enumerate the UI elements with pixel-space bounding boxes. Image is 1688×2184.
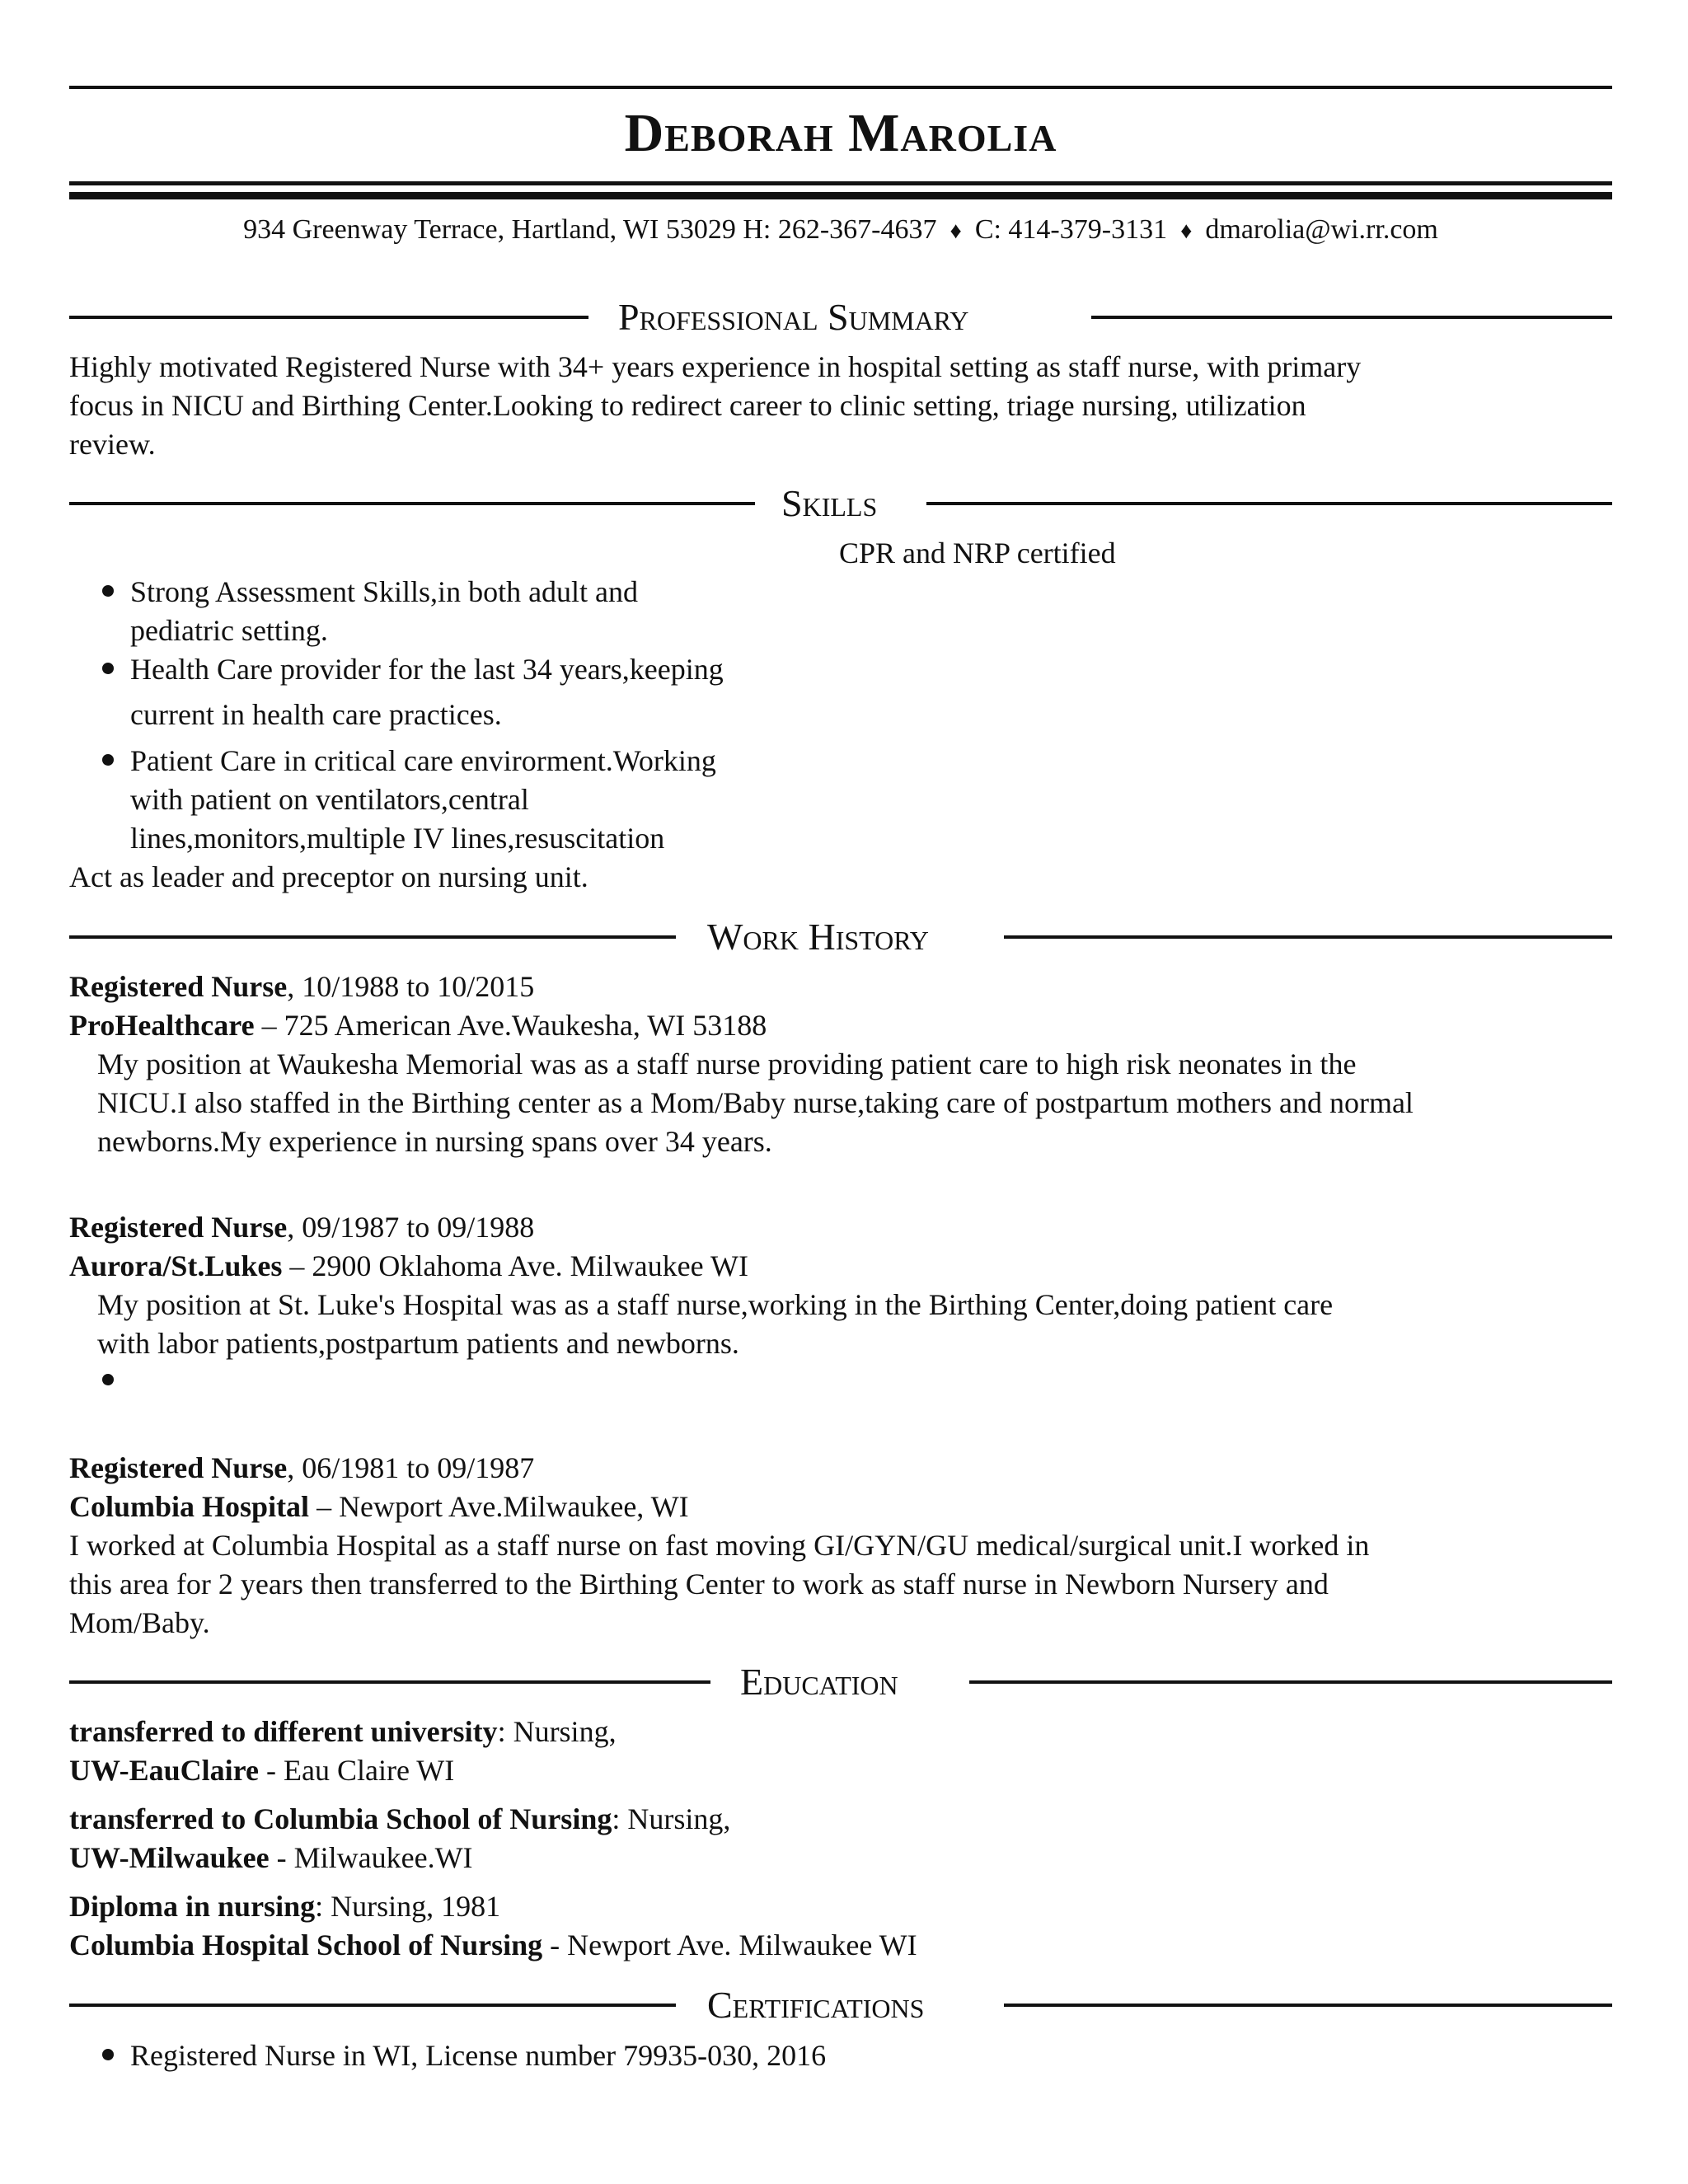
section-title: Work History (707, 916, 929, 958)
job-dates: , 06/1981 to 09/1987 (287, 1451, 535, 1484)
skill-certification: CPR and NRP certified (839, 537, 1116, 569)
education-place: - Newport Ave. Milwaukee WI (542, 1929, 917, 1961)
skill-item: Patient Care in critical care envirorment.Working (130, 744, 716, 777)
job-title-line (69, 968, 534, 1006)
job-employer-line (69, 1488, 689, 1526)
section-title: Skills (781, 482, 878, 524)
education-place: - Eau Claire WI (259, 1754, 455, 1787)
section-rule-right (1004, 2004, 1612, 2007)
job-employer-line (69, 1247, 748, 1286)
education-school-line (69, 1839, 473, 1877)
section-rule-left (69, 2004, 676, 2007)
job-employer-line (69, 1006, 767, 1045)
section-rule-left (69, 1680, 710, 1684)
job-role: Registered Nurse (69, 1211, 288, 1244)
bullet-icon (102, 2049, 114, 2060)
job-title-line (69, 1449, 534, 1488)
job-description-line: I worked at Columbia Hospital as a staff nurse on fast moving GI/GYN/GU medical/surgical unit.I worked in (69, 1529, 1370, 1562)
candidate-name: Deborah Marolia (624, 103, 1057, 163)
contact-email[interactable]: dmarolia@wi.rr.com (1205, 214, 1438, 245)
section-title: Certifications (707, 1984, 925, 2026)
job-title-line (69, 1208, 534, 1247)
section-header-education (69, 1661, 1612, 1703)
contact-line (69, 213, 1612, 249)
skill-item-cont: lines,monitors,multiple IV lines,resuscitation (130, 822, 665, 855)
education-field: : Nursing, (497, 1715, 617, 1748)
education-degree-line (69, 1800, 730, 1839)
section-rule-left (69, 935, 676, 939)
bullet-icon (102, 1374, 114, 1385)
skill-item-cont: pediatric setting. (130, 614, 328, 647)
header-top-rule (69, 86, 1612, 89)
job-dates: , 10/1988 to 10/2015 (287, 970, 535, 1003)
section-rule-right (1091, 316, 1612, 319)
job-description-line: this area for 2 years then transferred to the Birthing Center to work as staff nurse in Newborn Nursery and (69, 1568, 1329, 1601)
skill-item: Strong Assessment Skills,in both adult and (130, 575, 639, 608)
diamond-separator-icon: ♦ (950, 218, 962, 244)
job-employer: Columbia Hospital (69, 1490, 310, 1523)
skill-item-cont: with patient on ventilators,central (130, 783, 529, 816)
job-description-line: Mom/Baby. (69, 1606, 210, 1639)
diamond-separator-icon: ♦ (1180, 218, 1193, 244)
contact-cell-phone: C: 414-379-3131 (974, 214, 1168, 245)
job-description-line: newborns.My experience in nursing spans over 34 years. (97, 1125, 772, 1158)
header-rule-thick (69, 192, 1612, 199)
skill-trailing-text: Act as leader and preceptor on nursing unit. (69, 860, 588, 893)
skill-item-cont: current in health care practices. (130, 698, 502, 731)
contact-address-home-phone: 934 Greenway Terrace, Hartland, WI 53029 H: 262-367-4637 (243, 214, 937, 245)
job-dates: , 09/1987 to 09/1988 (287, 1211, 535, 1244)
education-school: Columbia Hospital School of Nursing (69, 1929, 543, 1961)
education-degree: transferred to different university (69, 1715, 498, 1748)
section-rule-left (69, 502, 755, 505)
education-degree: Diploma in nursing (69, 1890, 316, 1923)
section-rule-right (926, 502, 1612, 505)
education-school-line (69, 1926, 917, 1965)
summary-line: Highly motivated Registered Nurse with 34+ years experience in hospital setting as staff nurse, with primary (69, 350, 1362, 383)
job-employer: ProHealthcare (69, 1009, 255, 1042)
job-location: – 2900 Oklahoma Ave. Milwaukee WI (282, 1249, 748, 1282)
skill-item: Health Care provider for the last 34 years,keeping (130, 653, 724, 686)
job-role: Registered Nurse (69, 970, 288, 1003)
job-role: Registered Nurse (69, 1451, 288, 1484)
job-description-line: My position at St. Luke's Hospital was as a staff nurse,working in the Birthing Center,doing patient care (97, 1288, 1334, 1321)
summary-line: focus in NICU and Birthing Center.Looking to redirect career to clinic setting, triage nursing, utilization (69, 389, 1306, 422)
job-description-line: with labor patients,postpartum patients and newborns. (97, 1327, 739, 1360)
summary-line: review. (69, 428, 156, 461)
section-title: Professional Summary (618, 296, 969, 338)
education-school-line (69, 1751, 454, 1790)
education-school: UW-EauClaire (69, 1754, 259, 1787)
bullet-icon (102, 663, 114, 674)
section-rule-left (69, 316, 588, 319)
certification-item: Registered Nurse in WI, License number 79935-030, 2016 (130, 2039, 827, 2072)
education-school: UW-Milwaukee (69, 1841, 270, 1874)
section-rule-right (969, 1680, 1612, 1684)
header-rule-thin (69, 181, 1612, 185)
job-location: – Newport Ave.Milwaukee, WI (309, 1490, 689, 1523)
section-title: Education (740, 1661, 898, 1703)
education-degree-line (69, 1887, 500, 1926)
education-place: - Milwaukee.WI (269, 1841, 473, 1874)
bullet-icon (102, 585, 114, 597)
job-description-line: My position at Waukesha Memorial was as a staff nurse providing patient care to high risk neonates in the (97, 1047, 1357, 1080)
bullet-icon (102, 754, 114, 766)
job-employer: Aurora/St.Lukes (69, 1249, 283, 1282)
section-header-skills (69, 483, 1612, 524)
section-header-certifications (69, 1985, 1612, 2026)
job-location: – 725 American Ave.Waukesha, WI 53188 (254, 1009, 767, 1042)
section-header-work-history (69, 916, 1612, 958)
education-field: : Nursing, (612, 1802, 731, 1835)
job-description-line: NICU.I also staffed in the Birthing center as a Mom/Baby nurse,taking care of postpartum mothers and normal (97, 1086, 1414, 1119)
section-rule-right (1004, 935, 1612, 939)
section-header-summary (69, 297, 1612, 338)
education-degree-line (69, 1713, 617, 1751)
education-degree: transferred to Columbia School of Nursing (69, 1802, 612, 1835)
education-field: : Nursing, 1981 (315, 1890, 501, 1923)
